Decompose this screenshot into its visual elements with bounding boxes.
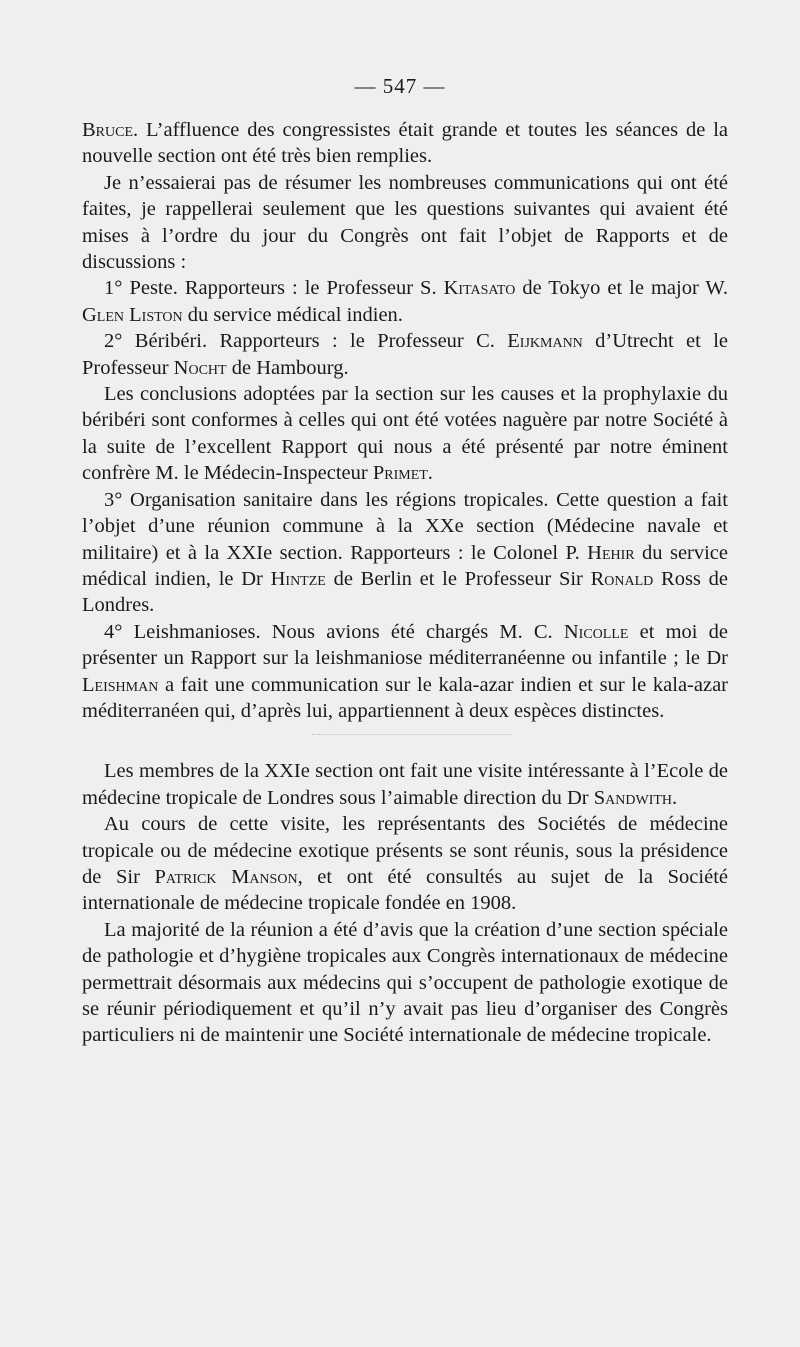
- author-name: Eijkmann: [507, 330, 583, 353]
- paragraph: Les membres de la XXIe section ont fait une visite intéressante à l’Ecole de médecine tropicale de Londres sous l’aimable direction du Dr Sandwith.: [82, 760, 728, 809]
- paragraph: Bruce. L’affluence des congressistes était grande et toutes les séances de la nouvelle section ont été très bien remplies.: [82, 119, 728, 168]
- author-name: Leishman: [82, 673, 159, 696]
- paragraph: 1° Peste. Rapporteurs : le Professeur S. Kitasato de Tokyo et le major W. Glen Liston du service médical indien.: [82, 277, 728, 326]
- body-text: [82, 117, 728, 1049]
- author-name: Patrick Manson: [154, 865, 298, 888]
- paragraph: 2° Béribéri. Rapporteurs : le Professeur C. Eijkmann d’Utrecht et le Professeur Nocht de Hambourg.: [82, 330, 729, 379]
- paragraph: Les conclusions adoptées par la section sur les causes et la prophylaxie du béribéri sont conformes à celles qui ont été votées naguère par notre Société à la suite de l’excellent Rapport qui nous a été présenté par notre éminent confrère M. le Médecin-Inspecteur Primet.: [82, 383, 728, 485]
- author-name: Bruce: [82, 119, 134, 141]
- paragraph: 4° Leishmanioses. Nous avions été chargés M. C. Nicolle et moi de présenter un Rapport sur la leishmaniose méditerranéenne ou infantile ; le Dr Leishman a fait une communication sur le kala-azar indien et sur le kala-azar méditerranéen qui, d’après lui, appartiennent à deux espèces distinctes.: [82, 620, 728, 722]
- section-separator: [82, 724, 728, 748]
- author-name: Nocht: [173, 356, 227, 379]
- author-name: Hehir: [587, 541, 635, 564]
- author-name: Sandwith: [593, 786, 673, 809]
- paragraph: La majorité de la réunion a été d’avis que la création d’une section spéciale de pathologie et d’hygiène tropicales aux Congrès internationaux de médecine permettrait désormais aux médecins qui s’occupent de pathologie exotique de se réunir périodiquement et qu’il n’y avait pas lieu d’organiser des Congrès particuliers ni de maintenir une Société internationale de médecine tropicale.: [82, 918, 728, 1047]
- author-name: Hintze: [270, 567, 326, 590]
- author-name: Kitasato: [443, 277, 516, 300]
- paragraph: 3° Organisation sanitaire dans les régions tropicales. Cette question a fait l’objet d’une réunion commune à la XXe section (Médecine navale et militaire) et à la XXIe section. Rapporteurs : le Colonel P. Hehir du service médical indien, le Dr Hintze de Berlin et le Professeur Sir Ronald Ross de Londres.: [82, 488, 729, 617]
- author-name: Glen Liston: [82, 303, 183, 326]
- paragraph: Au cours de cette visite, les représentants des Sociétés de médecine tropicale ou de médecine exotique présents se sont réunis, sous la présidence de Sir Patrick Manson, et ont été consultés au sujet de la Société internationale de médecine tropicale fondée en 1908.: [82, 813, 728, 915]
- author-name: Primet: [372, 462, 428, 485]
- author-name: Nicolle: [563, 620, 629, 643]
- spacer: [82, 748, 728, 758]
- author-name: Ronald: [590, 567, 654, 590]
- page-number: — 547 —: [354, 74, 446, 98]
- paragraph: Je n’essaierai pas de résumer les nombreuses communications qui ont été faites, je rappellerai seulement que les questions suivantes qui avaient été mises à l’ordre du jour du Congrès ont fait l’objet de Rapports et de discussions :: [82, 171, 728, 274]
